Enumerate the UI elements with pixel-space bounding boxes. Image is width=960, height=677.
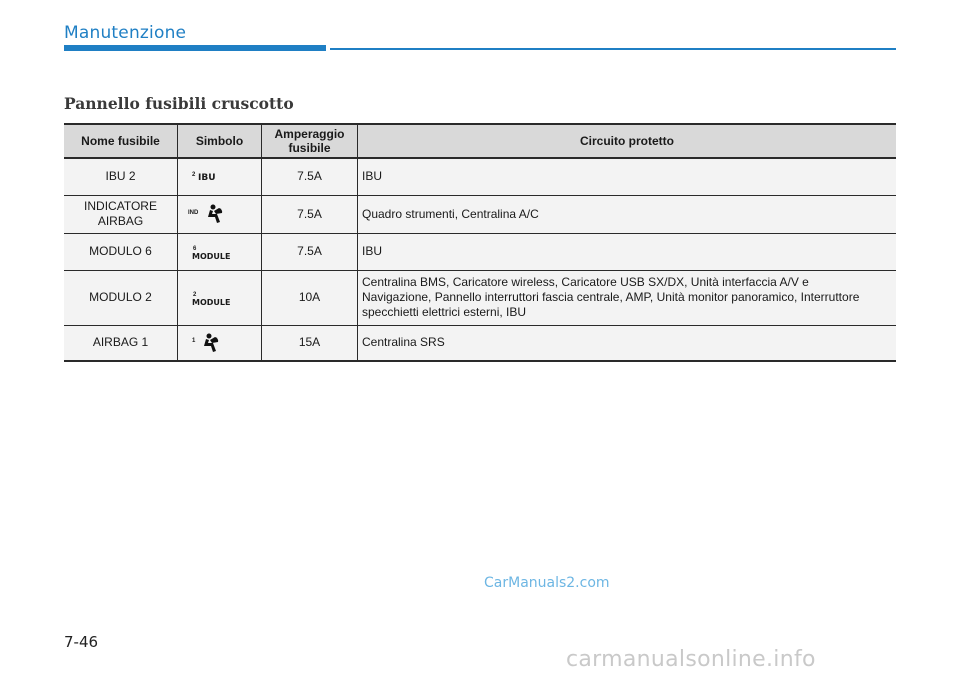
section-title: Manutenzione	[64, 23, 187, 43]
fuse-name: MODULO 6	[64, 233, 178, 270]
fuse-amperage: 7.5A	[262, 158, 358, 195]
table-row	[64, 158, 896, 195]
table-row	[64, 270, 896, 325]
header-circuit: Circuito protetto	[358, 124, 897, 158]
fuse-name: MODULO 2	[64, 270, 178, 325]
fuse-name	[64, 195, 178, 233]
fuse-symbol	[178, 195, 262, 233]
fuse-circuit-text: Centralina BMS, Caricatore wireless, Caricatore USB SX/DX, Unità interfaccia A/V e Navigazione, Pannello interruttori fascia centrale, AMP, Unità monitor panoramico, Interruttore specchietti elettrici esterni, IBU	[362, 275, 860, 319]
fuse-symbol	[178, 325, 262, 361]
fuse-symbol	[178, 270, 262, 325]
header-fuse-name: Nome fusibile	[64, 124, 178, 158]
seated-person-airbag-icon	[202, 204, 224, 224]
table-header-row	[64, 124, 896, 158]
fuse-symbol	[178, 158, 262, 195]
airbag-icon: 1	[190, 332, 250, 354]
table-row	[64, 195, 896, 233]
header-symbol: Simbolo	[178, 124, 262, 158]
page-subtitle: Pannello fusibili cruscotto	[64, 94, 294, 113]
section-rule-thick	[64, 45, 326, 51]
table-row	[64, 325, 896, 361]
fuse-amperage: 7.5A	[262, 195, 358, 233]
header-amperage-text: Amperaggio fusibile	[274, 127, 345, 155]
fuse-circuit	[358, 270, 897, 325]
ibu-icon: 2 IBU	[192, 171, 216, 183]
fuse-amperage: 7.5A	[262, 233, 358, 270]
fuse-name-text: INDICATORE AIRBAG	[84, 199, 157, 228]
fuse-table	[64, 123, 896, 362]
watermark-bottom[interactable]: carmanualsonline.info	[566, 647, 816, 672]
header-amperage	[262, 124, 358, 158]
fuse-circuit: IBU	[358, 233, 897, 270]
fuse-circuit: IBU	[358, 158, 897, 195]
fuse-amperage: 15A	[262, 325, 358, 361]
seated-person-airbag-icon	[198, 333, 220, 353]
fuse-circuit: Centralina SRS	[358, 325, 897, 361]
page-number: 7-46	[64, 633, 99, 651]
table-row	[64, 233, 896, 270]
airbag-indicator-icon: IND	[190, 203, 250, 225]
fuse-name: AIRBAG 1	[64, 325, 178, 361]
fuse-circuit: Quadro strumenti, Centralina A/C	[358, 195, 897, 233]
fuse-symbol	[178, 233, 262, 270]
section-rule-thin	[330, 48, 896, 50]
watermark-center[interactable]: CarManuals2.com	[484, 575, 610, 591]
fuse-name: IBU 2	[64, 158, 178, 195]
module-icon: 2 MODULE	[192, 291, 231, 307]
fuse-amperage: 10A	[262, 270, 358, 325]
module-icon: 6 MODULE	[192, 245, 231, 261]
